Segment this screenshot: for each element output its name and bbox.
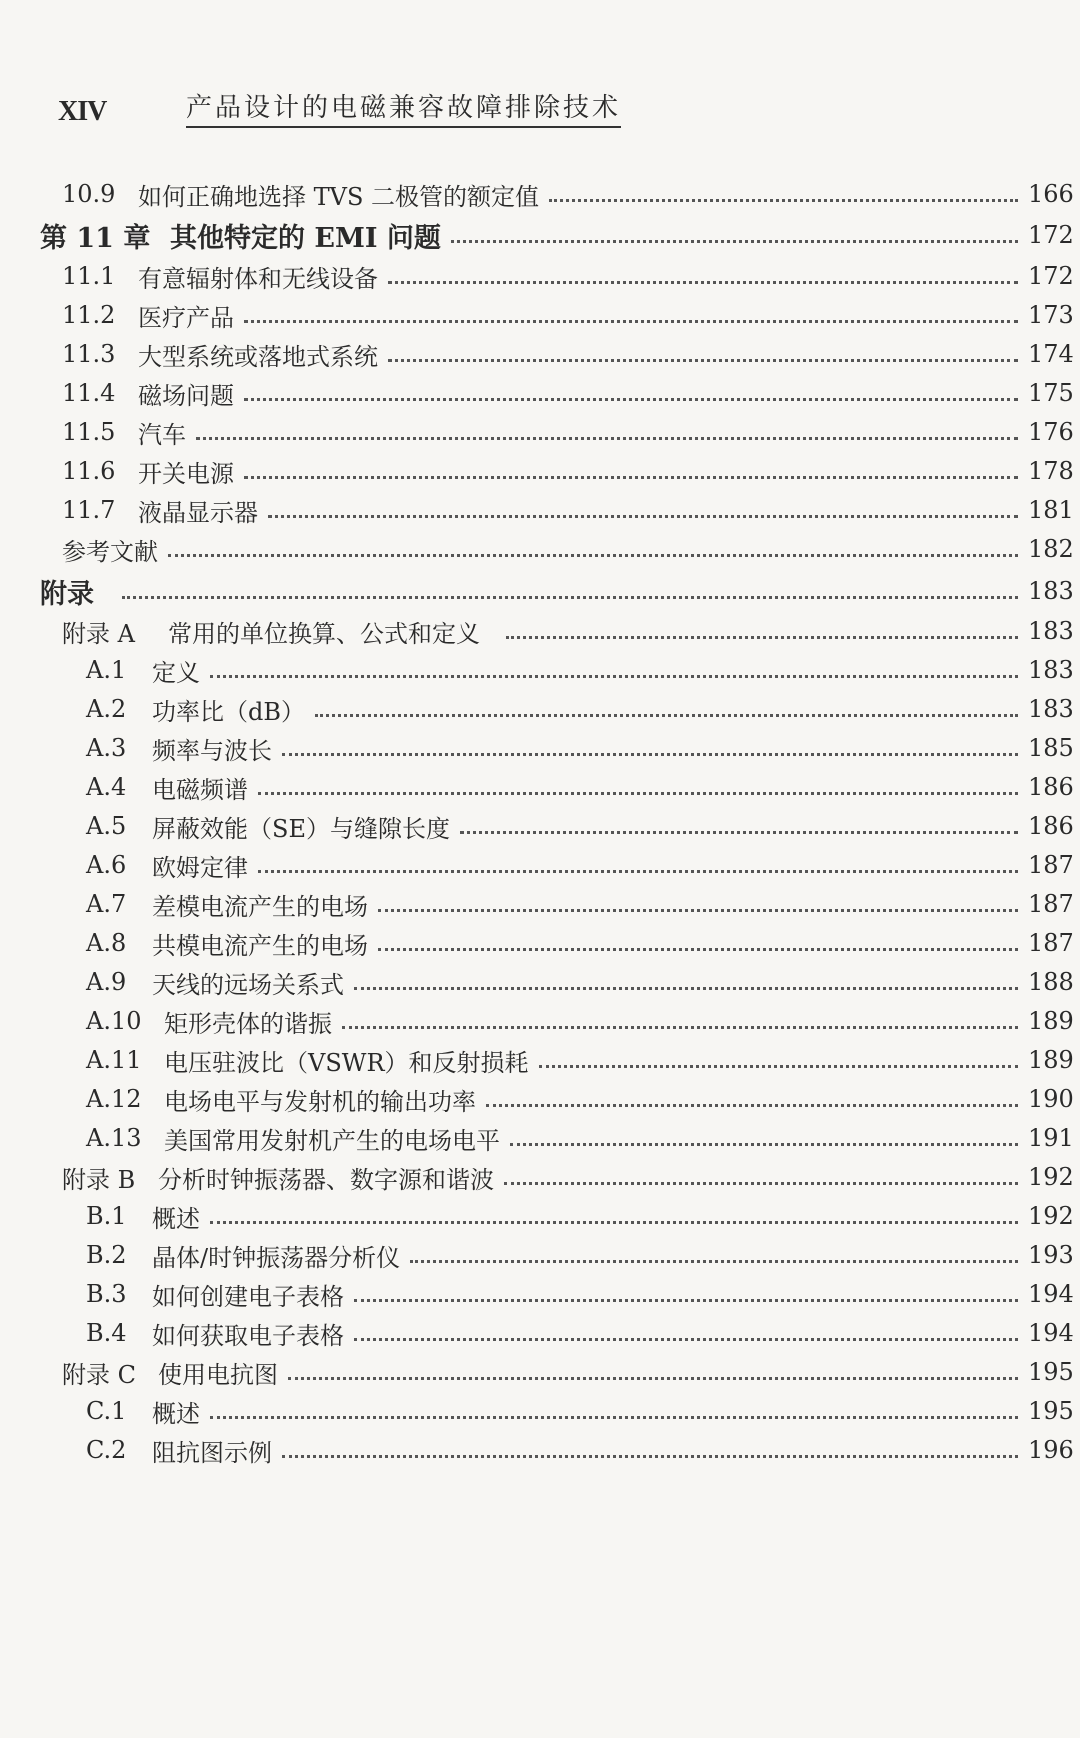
page-header: [58, 92, 621, 128]
leader-dots: [354, 987, 1018, 990]
toc-entry-number: A.9: [86, 968, 127, 996]
toc-entry-title: 使用电抗图: [158, 1360, 278, 1389]
toc-entry-number: 10.9: [62, 180, 116, 208]
toc-entry-number: 附录 B: [62, 1165, 136, 1194]
leader-dots: [342, 1026, 1018, 1029]
toc-entry-title: 欧姆定律: [152, 853, 248, 882]
leader-dots: [510, 1143, 1018, 1146]
toc-entry-number: 11.4: [62, 379, 116, 407]
toc-entry-number: 附录 A: [62, 619, 135, 648]
toc-entry-number: A.12: [86, 1085, 142, 1113]
toc-entry-title: 医疗产品: [138, 303, 234, 332]
toc-entry: [0, 924, 1080, 962]
toc-entry-page: 187: [1028, 890, 1074, 918]
toc-entry-number: A.5: [86, 812, 127, 840]
toc-entry-page: 193: [1028, 1241, 1074, 1269]
toc-entry-title: 常用的单位换算、公式和定义: [168, 619, 480, 648]
toc-entry: [0, 257, 1080, 295]
toc-entry-number: A.6: [86, 851, 127, 879]
toc-entry: [0, 1314, 1080, 1352]
leader-dots: [506, 636, 1018, 639]
leader-dots: [244, 398, 1018, 401]
toc-entry-number: C.1: [86, 1397, 127, 1425]
toc-entry-title: 参考文献: [62, 537, 158, 566]
toc-entry: [0, 963, 1080, 1001]
leader-dots: [282, 1455, 1018, 1458]
leader-dots: [410, 1260, 1018, 1263]
toc-entry-page: 187: [1028, 929, 1074, 957]
toc-entry: [0, 729, 1080, 767]
leader-dots: [288, 1377, 1018, 1380]
toc-entry-number: 11.7: [62, 496, 116, 524]
toc-entry-page: 172: [1028, 221, 1074, 249]
toc-entry-page: 183: [1028, 617, 1074, 645]
toc-entry-page: 194: [1028, 1319, 1074, 1347]
toc-entry-page: 187: [1028, 851, 1074, 879]
toc-entry-number: C.2: [86, 1436, 127, 1464]
toc-entry: [0, 1353, 1080, 1391]
toc-entry-page: 186: [1028, 773, 1074, 801]
toc-entry-page: 188: [1028, 968, 1074, 996]
toc-entry-page: 195: [1028, 1358, 1074, 1386]
leader-dots: [258, 870, 1018, 873]
leader-dots: [388, 281, 1018, 284]
toc-entry-page: 173: [1028, 301, 1074, 329]
toc-entry: [0, 1431, 1080, 1469]
leader-dots: [210, 1416, 1018, 1419]
toc-entry: [0, 491, 1080, 529]
toc-entry: [0, 335, 1080, 373]
toc-entry-number: A.13: [86, 1124, 142, 1152]
toc-entry: [0, 768, 1080, 806]
leader-dots: [268, 515, 1018, 518]
toc-entry-number: 11.1: [62, 262, 116, 290]
toc-entry-title: 概述: [152, 1204, 200, 1233]
toc-entry-number: A.4: [86, 773, 127, 801]
toc-entry-number: 第 11 章: [40, 222, 151, 254]
leader-dots: [168, 554, 1018, 557]
toc-entry-page: 192: [1028, 1202, 1074, 1230]
toc-entry: [0, 1392, 1080, 1430]
toc-entry-title: 美国常用发射机产生的电场电平: [164, 1126, 500, 1155]
leader-dots: [354, 1338, 1018, 1341]
book-title: 产品设计的电磁兼容故障排除技术: [186, 92, 621, 128]
toc-entry-title: 如何创建电子表格: [152, 1282, 344, 1311]
leader-dots: [460, 831, 1018, 834]
toc-entry-page: 183: [1028, 695, 1074, 723]
toc-entry: [0, 413, 1080, 451]
toc-entry-title: 频率与波长: [152, 736, 272, 765]
toc-entry-title: 如何正确地选择 TVS 二极管的额定值: [138, 182, 540, 211]
toc-entry-number: 11.6: [62, 457, 116, 485]
toc-entry-title: 功率比（dB）: [152, 697, 305, 726]
toc-entry-page: 181: [1028, 496, 1074, 524]
toc-entry-page: 189: [1028, 1007, 1074, 1035]
toc-entry: [0, 690, 1080, 728]
leader-dots: [282, 753, 1018, 756]
toc-entry-number: 附录 C: [62, 1360, 136, 1389]
leader-dots: [122, 596, 1018, 599]
toc-entry: [0, 846, 1080, 884]
toc-entry-title: 开关电源: [138, 459, 234, 488]
toc-entry-page: 190: [1028, 1085, 1074, 1113]
toc-entry-page: 189: [1028, 1046, 1074, 1074]
toc-chapter: [0, 572, 1080, 610]
leader-dots: [539, 1065, 1018, 1068]
toc-entry: [0, 1002, 1080, 1040]
toc-entry-title: 电磁频谱: [152, 775, 248, 804]
toc-entry-page: 186: [1028, 812, 1074, 840]
toc-entry-title: 屏蔽效能（SE）与缝隙长度: [152, 814, 450, 843]
toc-entry-page: 175: [1028, 379, 1074, 407]
toc-entry-page: 172: [1028, 262, 1074, 290]
toc-entry: [0, 651, 1080, 689]
toc-entry-number: B.4: [86, 1319, 127, 1347]
leader-dots: [486, 1104, 1018, 1107]
toc-entry-title: 差模电流产生的电场: [152, 892, 368, 921]
toc-entry-title: 汽车: [138, 420, 186, 449]
leader-dots: [210, 675, 1018, 678]
toc-entry-title: 分析时钟振荡器、数字源和谐波: [158, 1165, 494, 1194]
toc-entry-page: 182: [1028, 535, 1074, 563]
toc-entry-number: 11.3: [62, 340, 116, 368]
toc-entry-number: A.11: [86, 1046, 142, 1074]
leader-dots: [258, 792, 1018, 795]
leader-dots: [244, 476, 1018, 479]
toc-entry-page: 183: [1028, 656, 1074, 684]
toc-entry-page: 174: [1028, 340, 1074, 368]
leader-dots: [354, 1299, 1018, 1302]
toc-entry: [0, 175, 1080, 213]
toc-entry-title: 阻抗图示例: [152, 1438, 272, 1467]
page-number: XIV: [58, 96, 107, 127]
toc-entry-number: 11.2: [62, 301, 116, 329]
toc-entry-title: 电压驻波比（VSWR）和反射损耗: [164, 1048, 529, 1077]
toc-entry: [0, 612, 1080, 650]
toc-entry: [0, 1275, 1080, 1313]
toc-entry-title: 附录: [40, 578, 94, 610]
toc-entry-title: 晶体/时钟振荡器分析仪: [152, 1243, 401, 1272]
toc-entry-page: 195: [1028, 1397, 1074, 1425]
toc-entry-number: A.3: [86, 734, 127, 762]
toc-entry-number: A.8: [86, 929, 127, 957]
toc-entry: [0, 1119, 1080, 1157]
toc-entry-page: 196: [1028, 1436, 1074, 1464]
toc-entry-number: A.1: [86, 656, 127, 684]
toc-entry-title: 定义: [152, 658, 200, 687]
toc-entry: [0, 807, 1080, 845]
toc-entry-page: 176: [1028, 418, 1074, 446]
toc-entry-title: 概述: [152, 1399, 200, 1428]
toc-entry: [0, 885, 1080, 923]
leader-dots: [210, 1221, 1018, 1224]
toc-entry-title: 其他特定的 EMI 问题: [170, 222, 441, 254]
toc-chapter: [0, 216, 1080, 254]
toc-entry-title: 大型系统或落地式系统: [138, 342, 378, 371]
toc-entry: [0, 1236, 1080, 1274]
leader-dots: [549, 199, 1018, 202]
leader-dots: [378, 909, 1018, 912]
toc-entry-number: B.2: [86, 1241, 127, 1269]
toc-entry-title: 液晶显示器: [138, 498, 258, 527]
toc-entry: [0, 374, 1080, 412]
toc-entry-title: 磁场问题: [138, 381, 234, 410]
toc-entry-title: 电场电平与发射机的输出功率: [164, 1087, 476, 1116]
toc-entry: [0, 1197, 1080, 1235]
leader-dots: [451, 240, 1018, 243]
toc-entry-title: 矩形壳体的谐振: [164, 1009, 332, 1038]
toc-entry-page: 191: [1028, 1124, 1074, 1152]
toc-entry-number: A.10: [86, 1007, 142, 1035]
toc-entry-number: A.7: [86, 890, 127, 918]
toc-entry: [0, 1080, 1080, 1118]
toc-entry: [0, 296, 1080, 334]
leader-dots: [504, 1182, 1018, 1185]
toc-entry-title: 共模电流产生的电场: [152, 931, 368, 960]
leader-dots: [388, 359, 1018, 362]
toc-entry-title: 有意辐射体和无线设备: [138, 264, 378, 293]
toc-entry-title: 如何获取电子表格: [152, 1321, 344, 1350]
toc-entry-number: B.3: [86, 1280, 127, 1308]
leader-dots: [196, 437, 1018, 440]
toc-entry: [0, 530, 1080, 568]
toc-entry-page: 166: [1028, 180, 1074, 208]
leader-dots: [378, 948, 1018, 951]
toc-entry-page: 192: [1028, 1163, 1074, 1191]
toc-entry-page: 183: [1028, 577, 1074, 605]
toc-entry-page: 185: [1028, 734, 1074, 762]
toc-entry: [0, 452, 1080, 490]
toc-entry-number: B.1: [86, 1202, 127, 1230]
toc-entry-number: 11.5: [62, 418, 116, 446]
toc-entry-title: 天线的远场关系式: [152, 970, 344, 999]
toc-entry-page: 194: [1028, 1280, 1074, 1308]
toc-entry: [0, 1041, 1080, 1079]
leader-dots: [244, 320, 1018, 323]
toc-entry: [0, 1158, 1080, 1196]
toc-entry-number: A.2: [86, 695, 127, 723]
toc-entry-page: 178: [1028, 457, 1074, 485]
leader-dots: [315, 714, 1018, 717]
